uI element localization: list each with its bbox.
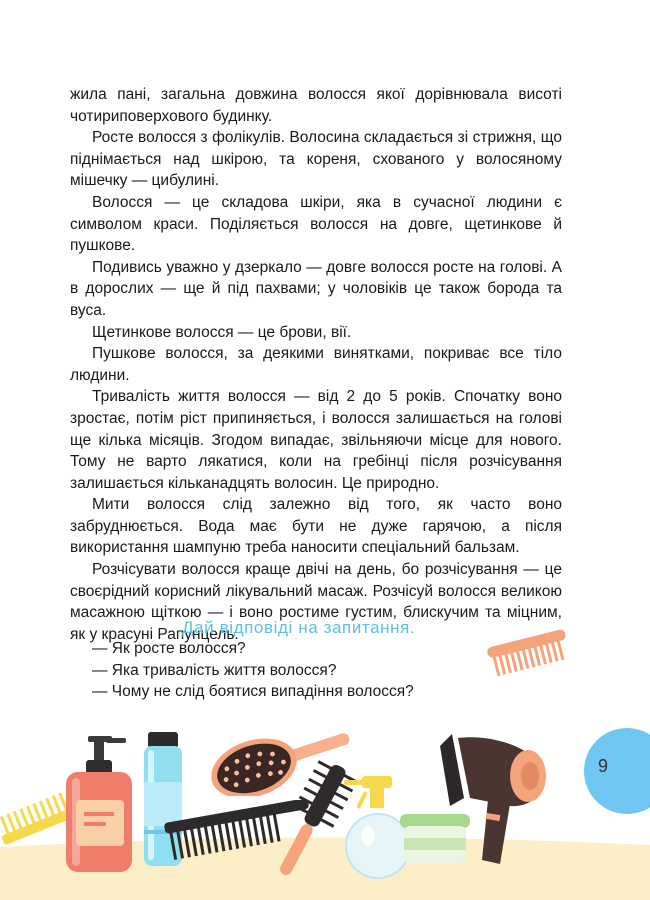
quiz-question: — Чому не слід боятися випадіння волосся? [92,683,414,701]
comb-icon [482,620,574,680]
paragraph: Росте волосся з фолікулів. Волосина складається зі стрижня, що піднімається над шкірою, та кореня, схованого у волосяному мішечку — цибулині. [70,129,562,190]
quiz-question: — Яка тривалість життя волосся? [92,661,337,679]
quiz-questions [92,638,414,703]
paragraph: Пушкове волосся, за деякими винятками, покриває все тіло людини. [70,345,562,384]
article-body [70,84,562,645]
paragraph: Мити волосся слід залежно від того, як часто воно забруднюється. Вода має бути не дуже гарячою, а після використання шампуню треба наносити спеціальний бальзам. [70,496,562,557]
quiz-heading: Дай відповіді на запитання. [182,618,416,637]
quiz-question: — Як росте волосся? [92,640,246,657]
paragraph: Подивись уважно у дзеркало — довге волосся росте на голові. А в дорослих — ще й під пахвами; у чоловіків це також борода та вуса. [70,258,562,319]
paragraph: Тривалість життя волосся — від 2 до 5 років. Спочатку воно зростає, потім ріст припиняється, і волосся залишається на голові ще кілька місяців. Згодом випадає, звільняючи місце для нового. Тому не варто лякатися, коли на гребінці після розчісування залишається кільканадцять волосин. Це природно. [70,388,562,492]
paragraph: Розчісувати волосся краще двічі на день, бо розчісування — це своєрідний корисний лікувальний масаж. Розчісуй волосся великою масажною щіткою — і воно ростиме густим, блискучим та міцним, як у красуні Рапунцель. [70,561,562,643]
shampoo-bottle-icon [58,736,138,876]
paragraph: Щетинкове волосся — це брови, вії. [92,323,352,341]
page-number: 9 [598,756,609,776]
paragraph: жила пані, загальна довжина волосся якої дорівнювала висоті чотириповерхового будинку. [70,86,562,125]
paragraph: Волосся — це складова шкіри, яка в сучасної людини є символом краси. Поділяється волосся на довге, щетинкове й пушкове. [70,193,562,255]
hair-dryer-icon [430,728,560,868]
page-number-badge [584,728,650,814]
